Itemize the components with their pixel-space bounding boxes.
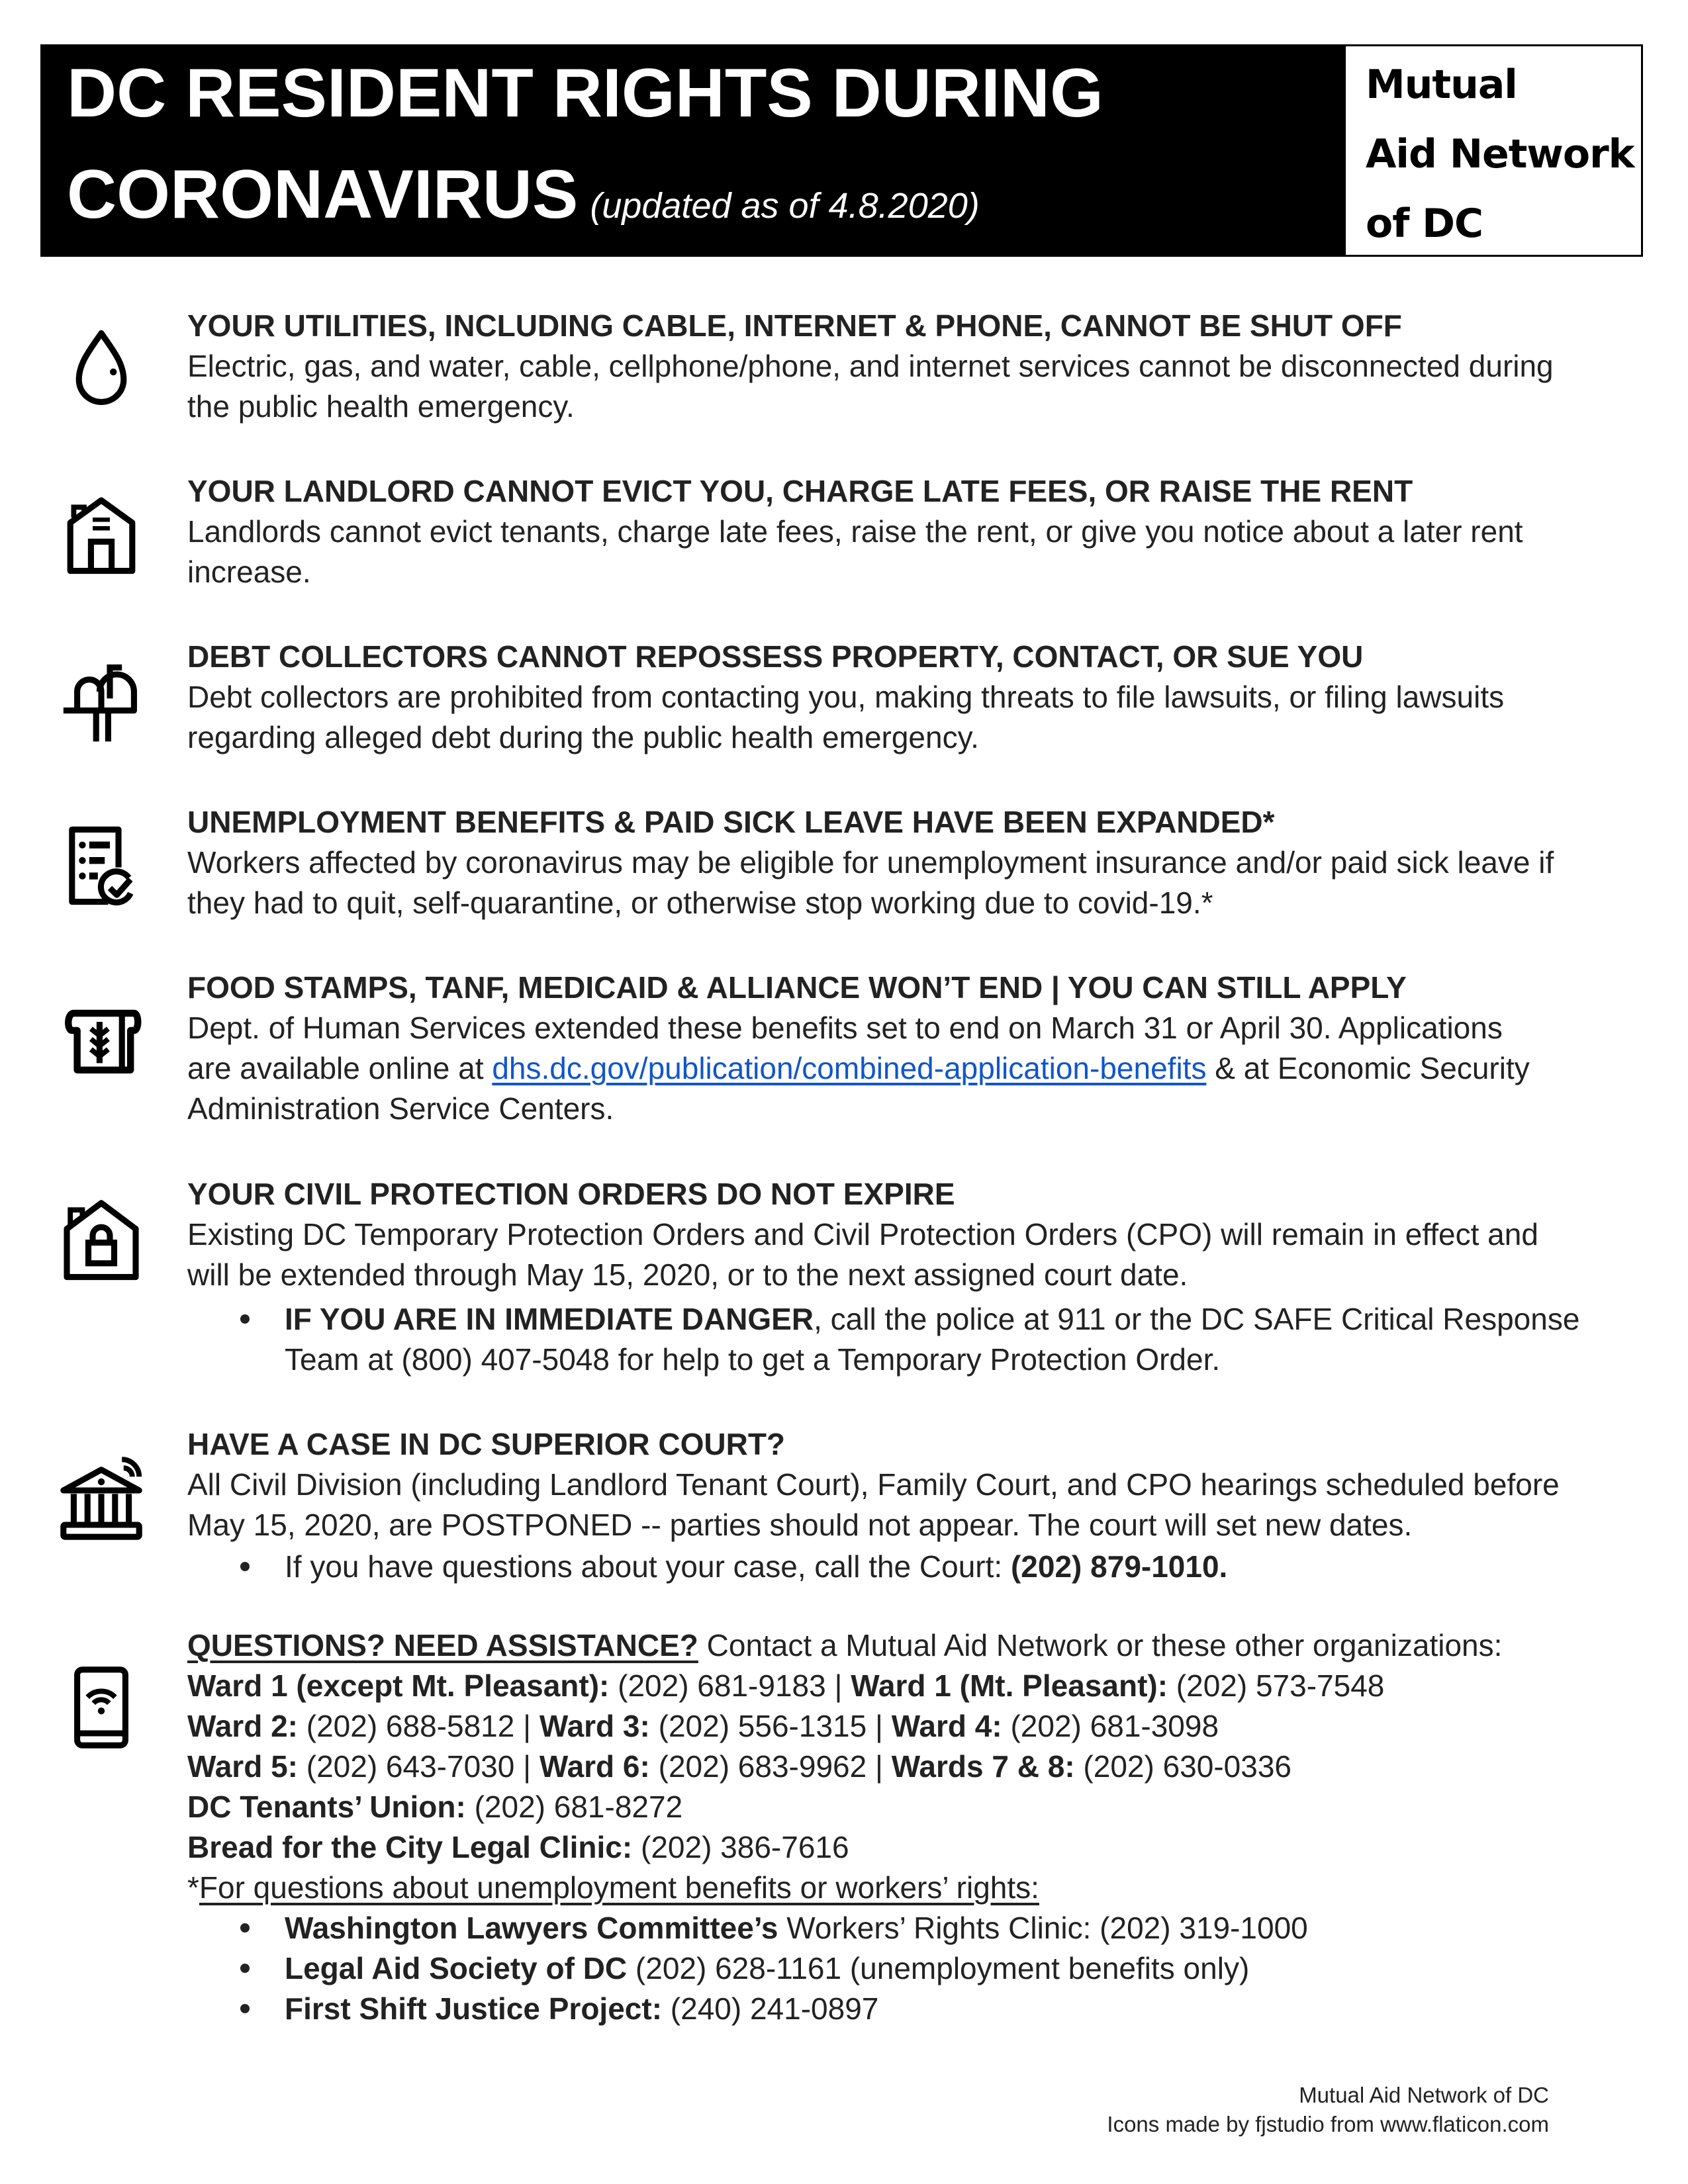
contacts-section bbox=[187, 1625, 1611, 2029]
contact-label: Ward 6: bbox=[539, 1749, 650, 1784]
body-line: Workers affected by coronavirus may be eligible for unemployment insurance and/or paid sick leave if bbox=[187, 845, 1554, 880]
mailbox-icon bbox=[58, 657, 144, 743]
body-line: Landlords cannot evict tenants, charge late fees, raise the rent, or give you notice about a later rent bbox=[187, 514, 1523, 549]
body-line: Debt collectors are prohibited from contacting you, making threats to file lawsuits, or filing lawsuits bbox=[187, 680, 1505, 714]
body-line: Electric, gas, and water, cable, cellphone/phone, and internet services cannot be disconnected during bbox=[187, 349, 1554, 383]
section-utilities bbox=[187, 306, 1611, 427]
section-heading: FOOD STAMPS, TANF, MEDICAID & ALLIANCE WON’T END | YOU CAN STILL APPLY bbox=[187, 970, 1407, 1005]
footer-org-name: Mutual Aid Network of DC bbox=[1299, 2083, 1549, 2107]
contacts-heading: QUESTIONS? NEED ASSISTANCE? bbox=[187, 1628, 698, 1662]
water-drop-icon bbox=[58, 326, 144, 412]
separator: | bbox=[514, 1749, 539, 1784]
section-debt-collectors bbox=[187, 637, 1611, 758]
bullet-line bbox=[285, 1547, 1611, 1587]
house-icon bbox=[58, 492, 144, 578]
contact-row bbox=[187, 1827, 1611, 1868]
separator: | bbox=[867, 1749, 892, 1784]
org-name: Washington Lawyers Committee’s bbox=[285, 1911, 778, 1945]
body-text: & at Economic Security bbox=[1206, 1051, 1530, 1085]
contact-label: DC Tenants’ Union: bbox=[187, 1790, 466, 1824]
contact-label: Ward 3: bbox=[539, 1709, 650, 1743]
contact-phone: (202) 688-5812 bbox=[297, 1709, 515, 1743]
bullet-line: Team at (800) 407-5048 for help to get a Temporary Protection Order. bbox=[285, 1342, 1221, 1377]
contact-phone: (202) 573-7548 bbox=[1168, 1668, 1385, 1703]
contact-phone: (202) 386-7616 bbox=[632, 1830, 849, 1864]
page-title-line-2 bbox=[67, 156, 980, 240]
bullet-icon bbox=[240, 1314, 250, 1324]
workers-note-text: For questions about unemployment benefits or workers’ rights: bbox=[199, 1870, 1039, 1905]
section-heading: HAVE A CASE IN DC SUPERIOR COURT? bbox=[187, 1427, 786, 1461]
section-heading: YOUR LANDLORD CANNOT EVICT YOU, CHARGE LATE FEES, OR RAISE THE RENT bbox=[187, 474, 1413, 508]
asterisk: * bbox=[187, 1870, 199, 1905]
contact-phone: (202) 683-9962 bbox=[649, 1749, 867, 1784]
section-heading: DEBT COLLECTORS CANNOT REPOSSESS PROPERTY, CONTACT, OR SUE YOU bbox=[187, 639, 1364, 674]
checklist-icon bbox=[58, 823, 144, 909]
body-line: increase. bbox=[187, 555, 311, 589]
bullet-icon bbox=[240, 1562, 250, 1571]
page-title-line-1: DC RESIDENT RIGHTS DURING bbox=[67, 55, 1103, 132]
page-title-coronavirus: CORONAVIRUS bbox=[67, 156, 579, 233]
updated-date-note: (updated as of 4.8.2020) bbox=[590, 186, 980, 226]
list-item bbox=[187, 1948, 1611, 1989]
contact-label: Bread for the City Legal Clinic: bbox=[187, 1830, 633, 1864]
bullet-icon bbox=[240, 2004, 250, 2013]
separator: | bbox=[867, 1709, 892, 1743]
contacts-intro-text: Contact a Mutual Aid Network or these other organizations: bbox=[698, 1628, 1503, 1662]
body-line: they had to quit, self-quarantine, or otherwise stop working due to covid-19.* bbox=[187, 886, 1213, 920]
bullet-line bbox=[285, 1299, 1611, 1340]
org-contact: (202) 628-1161 (unemployment benefits only) bbox=[627, 1951, 1250, 1985]
section-unemployment bbox=[187, 802, 1611, 923]
bread-icon bbox=[58, 996, 144, 1082]
org-name: First Shift Justice Project: bbox=[285, 1991, 663, 2026]
org-name-box bbox=[1344, 44, 1643, 257]
separator: | bbox=[825, 1668, 851, 1703]
ward-contacts bbox=[187, 1666, 1611, 1908]
icon-attribution: Icons made by fjstudio from www.flaticon.com bbox=[1107, 2112, 1549, 2136]
list-item bbox=[187, 1989, 1611, 2029]
contact-row bbox=[187, 1787, 1611, 1827]
house-lock-icon bbox=[58, 1198, 144, 1284]
section-heading: UNEMPLOYMENT BENEFITS & PAID SICK LEAVE HAVE BEEN EXPANDED* bbox=[187, 805, 1275, 839]
bullet-icon bbox=[240, 1923, 250, 1933]
section-body bbox=[187, 346, 1611, 427]
workers-rights-note bbox=[187, 1868, 1611, 1908]
section-body bbox=[187, 842, 1611, 923]
emergency-emphasis: IF YOU ARE IN IMMEDIATE DANGER bbox=[285, 1302, 814, 1336]
list-item bbox=[187, 1908, 1611, 1948]
contact-phone: (202) 630-0336 bbox=[1074, 1749, 1291, 1784]
body-line: the public health emergency. bbox=[187, 389, 575, 424]
section-civil-protection-orders bbox=[187, 1174, 1611, 1380]
contact-row bbox=[187, 1747, 1611, 1787]
footer bbox=[1107, 2081, 1549, 2139]
section-heading: YOUR CIVIL PROTECTION ORDERS DO NOT EXPIRE bbox=[187, 1177, 955, 1211]
body-line: Dept. of Human Services extended these benefits set to end on March 31 or April 30. Applications bbox=[187, 1011, 1503, 1045]
bullet-icon bbox=[240, 1964, 250, 1973]
body-line: regarding alleged debt during the public health emergency. bbox=[187, 720, 979, 754]
section-heading: YOUR UTILITIES, INCLUDING CABLE, INTERNET & PHONE, CANNOT BE SHUT OFF bbox=[187, 308, 1402, 343]
title-banner bbox=[40, 44, 1344, 257]
body-line: May 15, 2020, are POSTPONED -- parties should not appear. The court will set new dates. bbox=[187, 1508, 1413, 1542]
body-line bbox=[187, 1048, 1611, 1089]
contact-phone: (202) 556-1315 bbox=[649, 1709, 867, 1743]
org-name-line-2: Aid Network bbox=[1366, 131, 1634, 177]
contact-phone: (202) 681-9183 bbox=[609, 1668, 826, 1703]
courthouse-icon bbox=[58, 1456, 144, 1542]
dhs-application-link[interactable]: dhs.dc.gov/publication/combined-application-benefits bbox=[492, 1051, 1207, 1085]
body-line: All Civil Division (including Landlord Tenant Court), Family Court, and CPO hearings scheduled before bbox=[187, 1467, 1560, 1502]
section-landlord bbox=[187, 471, 1611, 592]
contact-label: Ward 5: bbox=[187, 1749, 298, 1784]
bullet-text: If you have questions about your case, call the Court: bbox=[285, 1549, 1011, 1584]
contact-row bbox=[187, 1666, 1611, 1706]
contact-label: Ward 1 (Mt. Pleasant): bbox=[851, 1668, 1168, 1703]
body-line: Administration Service Centers. bbox=[187, 1091, 614, 1126]
contact-phone: (202) 681-3098 bbox=[1002, 1709, 1219, 1743]
contact-row bbox=[187, 1706, 1611, 1747]
section-body bbox=[187, 1214, 1611, 1295]
phone-wifi-icon bbox=[58, 1664, 144, 1751]
list-item bbox=[187, 1547, 1611, 1587]
bullet-text: , call the police at 911 or the DC SAFE Critical Response bbox=[814, 1302, 1580, 1336]
contact-phone: (202) 681-8272 bbox=[465, 1790, 683, 1824]
section-body bbox=[187, 512, 1611, 592]
org-contact: (240) 241-0897 bbox=[662, 1991, 879, 2026]
org-name-line-3: of DC bbox=[1366, 201, 1483, 247]
contact-label: Ward 1 (except Mt. Pleasant): bbox=[187, 1668, 610, 1703]
section-body bbox=[187, 1008, 1611, 1129]
body-line: will be extended through May 15, 2020, or to the next assigned court date. bbox=[187, 1257, 1188, 1292]
contacts-intro bbox=[187, 1625, 1611, 1666]
section-food-stamps bbox=[187, 968, 1611, 1129]
list-item bbox=[187, 1299, 1611, 1380]
org-contact: Workers’ Rights Clinic: (202) 319-1000 bbox=[778, 1911, 1308, 1945]
contact-label: Ward 4: bbox=[891, 1709, 1002, 1743]
contact-label: Wards 7 & 8: bbox=[891, 1749, 1075, 1784]
body-text: are available online at bbox=[187, 1051, 492, 1085]
contact-label: Ward 2: bbox=[187, 1709, 298, 1743]
body-line: Existing DC Temporary Protection Orders and Civil Protection Orders (CPO) will remain in effect and bbox=[187, 1217, 1538, 1251]
section-superior-court bbox=[187, 1424, 1611, 1587]
court-phone: (202) 879-1010. bbox=[1010, 1549, 1228, 1584]
section-body bbox=[187, 677, 1611, 758]
section-body bbox=[187, 1465, 1611, 1545]
org-name: Legal Aid Society of DC bbox=[285, 1951, 628, 1985]
separator: | bbox=[514, 1709, 539, 1743]
contact-phone: (202) 643-7030 bbox=[297, 1749, 515, 1784]
org-name-line-1: Mutual bbox=[1366, 62, 1517, 108]
